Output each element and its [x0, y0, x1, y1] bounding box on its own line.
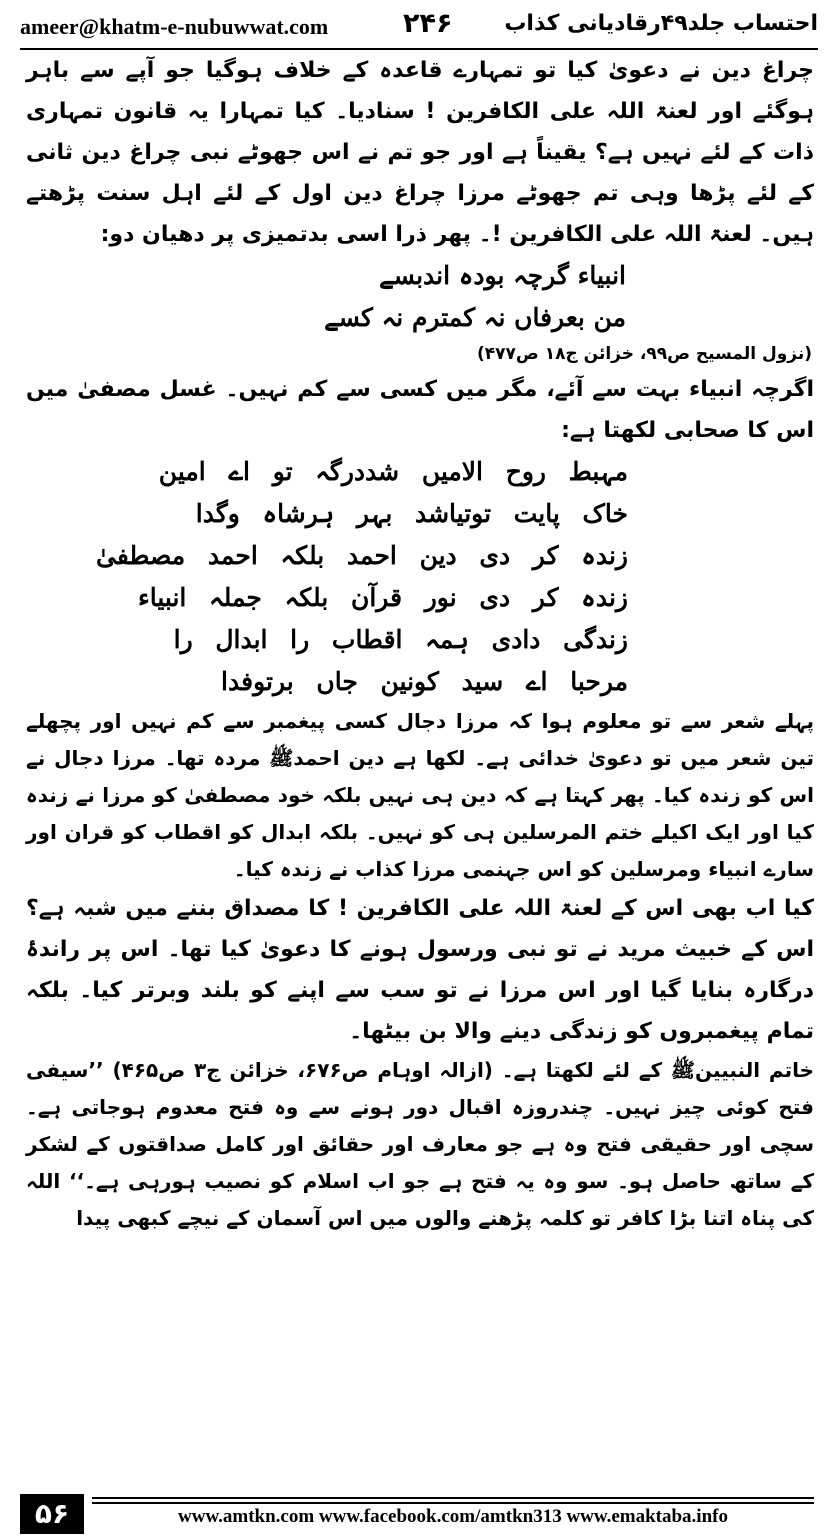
- footer-rule-lower: [92, 1502, 814, 1504]
- paragraph-1: چراغ دین نے دعویٰ کیا تو تمہارے قاعدہ کے خلاف ہوگیا جو آپے سے باہر ہوگئے اور لعنۃ اللہ علی الکافرین ! سنادیا۔ کیا تمہارا یہ قانون تمہاری ذات کے لئے نہیں ہے؟ یقیناً ہے اور جو تم نے اس جھوٹے نبی چراغ دین ثانی کے لئے پڑھا وہی تم جھوٹے مرزا چراغ دین اول کے لئے اہل سنت پڑھتے ہیں۔ لعنۃ اللہ علی الکافرین !۔ پھر ذرا اسی بدتمیزی پر دھیان دو:: [26, 58, 814, 247]
- header-book-title: احتساب جلد۴۹رقادیانی کذاب: [504, 11, 818, 36]
- header-page-number: ۲۴۶: [403, 8, 453, 39]
- verse-2-line-4: زندہ کر دی نور قرآن بلکہ جملہ انبیاء: [137, 583, 628, 612]
- verse-2-line-3: زندہ کر دی دین احمد بلکہ احمد مصطفیٰ: [96, 541, 628, 570]
- paragraph-2: اگرچہ انبیاء بہت سے آئے، مگر میں کسی سے کم نہیں۔ غسل مصفیٰ میں اس کا صحابی لکھتا ہے:: [26, 377, 814, 443]
- verse-2-line-2: خاک پایت توتیاشد بہر ہرشاہ وگدا: [195, 499, 628, 528]
- footer-links[interactable]: www.amtkn.com www.facebook.com/amtkn313 www.emaktaba.info: [178, 1506, 728, 1527]
- page-header: [20, 6, 818, 46]
- paragraph-3: پہلے شعر سے تو معلوم ہوا کہ مرزا دجال کسی پیغمبر سے کم نہیں اور پچھلے تین شعر میں تو دعویٰ خدائی ہے۔ لکھا ہے دین احمدﷺ مردہ تھا۔ مرزا دجال نے اس کو زندہ کیا۔ پھر کہتا ہے کہ دین ہی نہیں بلکہ خود مصطفیٰ کو مرزا نے زندہ کیا اور ایک اکیلے ختم المرسلین ہی کو نہیں۔ بلکہ ابدال کو اقطاب کو قران اور سارے انبیاء ومرسلین کو اس جہنمی مرزا کذاب نے زندہ کیا۔: [26, 709, 814, 881]
- paragraph-5: خاتم النبیینﷺ کے لئے لکھتا ہے۔ (ازالہ اوہام ص۶۷۶، خزائن ج۳ ص۴۶۵) ’’سیفی فتح کوئی چیز نہیں۔ چندروزہ اقبال دور ہونے سے وہ فتح معدوم ہوجاتی ہے۔ سچی اور حقیقی فتح وہ ہے جو معارف اور حقائق اور کامل صداقتوں کے لشکر کے ساتھ حاصل ہو۔ سو وہ یہ فتح ہے جو اب اسلام کو نصیب ہورہی ہے۔‘‘ اللہ کی پناہ اتنا بڑا کافر تو کلمہ پڑھنے والوں میں اس آسمان کے نیچے کبھی پیدا: [26, 1058, 815, 1230]
- verse-1-line-2: من بعرفاں نہ کمترم نہ کسے: [324, 303, 626, 332]
- header-email[interactable]: ameer@khatm-e-nubuwwat.com: [20, 14, 329, 39]
- footer-rule-upper: [92, 1497, 814, 1499]
- verse-2-line-1: مہبط روح الامیں شددرگہ تو اے امین: [158, 457, 628, 486]
- page-body: [26, 50, 814, 1237]
- verse-1-line-1: انبیاء گرچہ بودہ اندبسے: [379, 261, 626, 290]
- paragraph-4: کیا اب بھی اس کے لعنۃ اللہ علی الکافرین ! کا مصداق بننے میں شبہ ہے؟ اس کے خبیث مرید نے تو نبی ورسول ہونے کا دعویٰ کیا تھا۔ اس پر راندۂ درگارہ بنایا گیا اور اس مرزا نے تو سب سے اپنے کو بلند وبرتر کیا۔ بلکہ تمام پیغمبروں کو زندگی دینے والا بن بیٹھا۔: [26, 896, 814, 1044]
- footer-page-number: ۵۶: [20, 1494, 84, 1534]
- verse-2-line-5: زندگی دادی ہمہ اقطاب را ابدال را: [173, 625, 628, 654]
- reference-1: (نزول المسیح ص۹۹، خزائن ج۱۸ ص۴۷۷): [477, 344, 812, 364]
- verse-2-line-6: مرحبا اے سید کونین جاں برتوفدا: [221, 667, 628, 696]
